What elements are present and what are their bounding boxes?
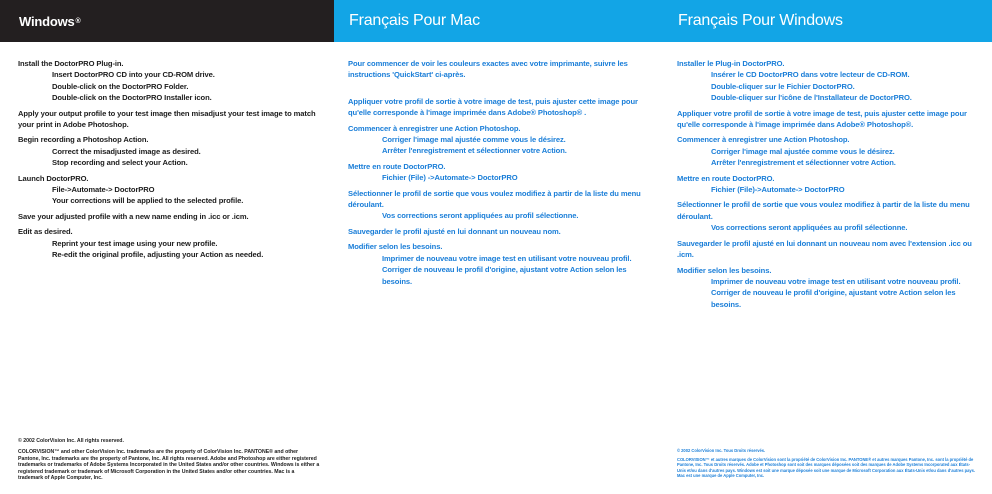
step-main: Apply your output profile to your test image then misadjust your test image to match your print in Adobe Photoshop. (18, 108, 316, 130)
step-block (348, 241, 651, 287)
step-sub: Corriger de nouveau le profil d'origine, ajustant votre Action selon les besoins. (711, 288, 956, 309)
windows-header (0, 0, 334, 42)
mac-fr-header (334, 0, 663, 42)
windows-title: Windows (19, 13, 75, 29)
step-block (18, 226, 324, 260)
step-sub: Double-click on the DoctorPRO Folder. (52, 81, 189, 91)
step-main: Install the DoctorPRO Plug-in. (18, 59, 124, 68)
step-sub: Imprimer de nouveau votre image test en utilisant votre nouveau profil. (711, 276, 961, 286)
step-block (348, 96, 651, 119)
step-sub: File->Automate-> DoctorPRO (52, 185, 155, 195)
win-fr-column (663, 0, 992, 494)
mac-fr-title: Français Pour Mac (349, 12, 480, 29)
step-main: Commencer à enregistrer une Action Photoshop. (348, 123, 521, 133)
step-sub: Insérer le CD DoctorPRO dans votre lecteur de CD-ROM. (711, 70, 910, 80)
step-main: Sélectionner le profil de sortie que vous voulez modifiez à partir de la liste du menu déroulant. (348, 188, 641, 210)
step-block (677, 134, 980, 168)
step-sub: Arrêter l'enregistrement et sélectionner votre Action. (382, 146, 567, 156)
trademark-notice: COLORVISION™ and other ColorVision Inc. trademarks are the property of ColorVision Inc. PANTONE® and other Pantone, Inc. trademarks are the property of Pantone, Inc. All rights reserved. Adobe and Photoshop are either registered trademarks or trademarks of Adobe Systems Incorporated in the United States and/or other countries. Windows is either a registered trademark or trademark of Microsoft Corporation in the United States and/or other countries. Mac is a trademark of Apple Computer, Inc. (18, 449, 320, 482)
step-block (18, 108, 324, 131)
step-block (348, 188, 651, 222)
step-block (677, 265, 980, 311)
step-main: Modifier selon les besoins. (348, 242, 443, 252)
win-fr-instructions (663, 42, 992, 310)
step-main: Mettre en route DoctorPRO. (348, 161, 446, 171)
step-block (18, 211, 324, 222)
step-sub: Stop recording and select your Action. (52, 158, 188, 168)
step-sub: Reprint your test image using your new profile. (52, 238, 218, 248)
step-main: Appliquer votre profil de sortie à votre image de test, puis ajuster cette image pour qu'elle corresponde à l'image imprimée dans Adobe® Photoshop®. (677, 108, 967, 130)
copyright-line: © 2002 ColorVision Inc. Tous Droits réservés. (677, 448, 766, 454)
step-sub: Fichier (File) ->Automate-> DoctorPRO (382, 173, 518, 183)
step-sub: Double-cliquer sur le Fichier DoctorPRO. (711, 81, 855, 91)
step-block (677, 58, 980, 104)
registered-mark: ® (75, 17, 81, 25)
step-block (348, 161, 651, 184)
step-main: Edit as desired. (18, 227, 73, 237)
step-sub: Correct the misadjusted image as desired. (52, 146, 201, 156)
mac-fr-instructions (334, 42, 663, 287)
step-block (18, 58, 324, 104)
step-main: Pour commencer de voir les couleurs exactes avec votre imprimante, suivre les instructions 'QuickStart' ci-après. (348, 59, 628, 80)
step-block (18, 134, 324, 168)
step-sub: Vos corrections seront appliquées au profil sélectionne. (382, 211, 579, 221)
step-main: Appliquer votre profil de sortie à votre image de test, puis ajuster cette image pour qu'elle corresponde à l'image imprimée dans Adobe® Photoshop® . (348, 96, 638, 118)
step-block (348, 58, 651, 81)
step-sub: Re-edit the original profile, adjusting your Action as needed. (52, 250, 264, 260)
step-sub: Insert DoctorPRO CD into your CD-ROM drive. (52, 70, 215, 80)
step-main: Commencer à enregistrer une Action Photoshop. (677, 135, 850, 145)
step-main: Mettre en route DoctorPRO. (677, 173, 775, 183)
step-sub: Your corrections will be applied to the selected profile. (52, 196, 244, 206)
step-block (18, 173, 324, 207)
trademark-notice: COLORVISION™ et autres marques de ColorVision sont la propriété de ColorVision Inc. PANTONE® et autres marques Pantone, Inc. sont la propriété de Pantone, Inc. Tous Droits réservés. Adobe et Photoshop sont soit des marques déposées soit des marques de Adobe Systems Incorporated aux États-Unis et/ou dans d'autres pays. Windows est soit une marque déposée soit une marque de Microsoft Corporation aux États-Unis et/ou dans d'autres pays. Mac est une marque de Apple Computer, Inc. (677, 456, 976, 479)
step-main: Launch DoctorPRO. (18, 173, 89, 183)
copyright-line: © 2002 ColorVision Inc. All rights reserved. (18, 438, 124, 445)
step-main: Begin recording a Photoshop Action. (18, 135, 149, 145)
step-sub: Fichier (File)->Automate-> DoctorPRO (711, 185, 845, 195)
win-fr-legal-footer (677, 448, 978, 479)
step-block (348, 226, 651, 237)
step-sub: Imprimer de nouveau votre image test en utilisant votre nouveau profil. (382, 253, 632, 263)
mac-fr-column (334, 0, 663, 494)
step-main: Save your adjusted profile with a new name ending in .icc or .icm. (18, 211, 249, 221)
win-fr-title: Français Pour Windows (678, 12, 843, 29)
step-block (677, 238, 980, 261)
spacer (348, 85, 651, 96)
win-fr-header (663, 0, 992, 42)
windows-column (0, 0, 334, 494)
windows-legal-footer (18, 438, 320, 482)
step-sub: Double-click on the DoctorPRO Installer icon. (52, 93, 212, 103)
step-sub: Corriger l'image mal ajustée comme vous le désirez. (382, 135, 566, 145)
step-block (677, 199, 980, 233)
step-block (677, 173, 980, 196)
windows-instructions (0, 42, 334, 261)
step-sub: Corriger l'image mal ajustée comme vous le désirez. (711, 146, 895, 156)
step-block (677, 108, 980, 131)
step-main: Sélectionner le profil de sortie que vous voulez modifiez à partir de la liste du menu déroulant. (677, 200, 970, 221)
step-sub: Double-cliquer sur l'icône de l'Installateur de DoctorPRO. (711, 93, 912, 103)
step-main: Installer le Plug-in DoctorPRO. (677, 59, 785, 68)
step-main: Sauvegarder le profil ajusté en lui donnant un nouveau nom avec l'extension .icc ou .icm. (677, 238, 972, 260)
step-main: Sauvegarder le profil ajusté en lui donnant un nouveau nom. (348, 226, 561, 236)
step-sub: Vos corrections seront appliquées au profil sélectionne. (711, 223, 908, 233)
step-sub: Corriger de nouveau le profil d'origine, ajustant votre Action selon les besoins. (382, 265, 627, 286)
step-block (348, 123, 651, 157)
step-main: Modifier selon les besoins. (677, 265, 772, 275)
step-sub: Arrêter l'enregistrement et sélectionner votre Action. (711, 158, 896, 168)
